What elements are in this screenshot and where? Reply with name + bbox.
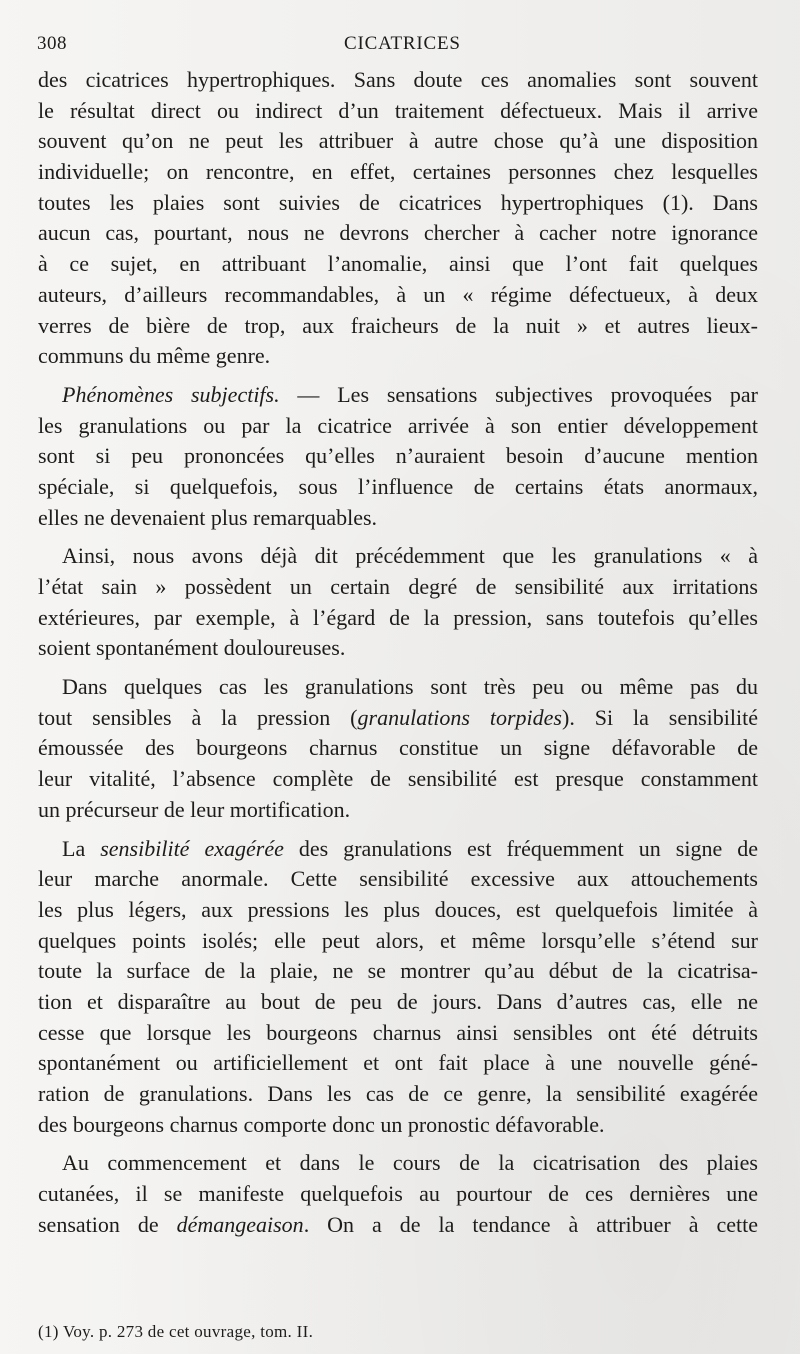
text-line: verres de bière de trop, aux fraicheurs de la nuit » et autres lieux- bbox=[38, 312, 758, 338]
text-line: toutes les plaies sont suivies de cicatrices hypertrophiques (1). Dans bbox=[38, 189, 758, 215]
paragraph bbox=[38, 834, 758, 1141]
text-line: toute la surface de la plaie, ne se montrer qu’au début de la cicatrisa- bbox=[38, 958, 758, 984]
text-line: ration de granulations. Dans les cas de ce genre, la sensibilité exagérée bbox=[38, 1081, 758, 1106]
text-line: cesse que lorsque les bourgeons charnus ainsi sensibles ont été détruits bbox=[38, 1019, 758, 1045]
text-line: spéciale, si quelquefois, sous l’influence de certains états anormaux, bbox=[38, 473, 758, 499]
text-line: souvent qu’on ne peut les attribuer à autre chose qu’à une disposition bbox=[38, 128, 758, 154]
text-line: leur marche anormale. Cette sensibilité excessive aux attouchements bbox=[38, 866, 758, 892]
text-line: auteurs, d’ailleurs recommandables, à un « régime défectueux, à deux bbox=[38, 281, 758, 307]
text-line: La sensibilité exagérée des granulations est fréquemment un signe de bbox=[62, 835, 758, 861]
page-number: 308 bbox=[37, 33, 67, 54]
text-line: le résultat direct ou indirect d’un traitement défectueux. Mais il arrive bbox=[38, 97, 758, 123]
text-line: Phénomènes subjectifs. — Les sensations subjectives provoquées par bbox=[62, 381, 758, 407]
text-line: l’état sain » possèdent un certain degré de sensibilité aux irritations bbox=[38, 574, 758, 599]
text-line: Dans quelques cas les granulations sont très peu ou même pas du bbox=[62, 674, 758, 700]
footnote: (1) Voy. p. 273 de cet ouvrage, tom. II. bbox=[38, 1322, 314, 1341]
text-line: sont si peu prononcées qu’elles n’auraient besoin d’aucune mention bbox=[38, 443, 758, 469]
italic-phrase: démangeaison bbox=[176, 1211, 304, 1237]
paragraph bbox=[38, 380, 758, 533]
body-text bbox=[38, 65, 758, 1240]
text-line: cutanées, il se manifeste quelquefois au pourtour de ces dernières une bbox=[38, 1181, 758, 1207]
text-line: spontanément ou artificiellement et ont fait place à une nouvelle géné- bbox=[38, 1050, 758, 1076]
text-line: soient spontanément douloureuses. bbox=[38, 635, 346, 661]
text-line: Ainsi, nous avons déjà dit précédemment que les granulations « à bbox=[62, 543, 758, 569]
text-line: leur vitalité, l’absence complète de sensibilité est presque constamment bbox=[38, 766, 758, 792]
text-line: émoussée des bourgeons charnus constitue un signe défavorable de bbox=[38, 735, 758, 761]
running-title: CICATRICES bbox=[344, 33, 461, 54]
italic-phrase: sensibilité exagérée bbox=[100, 835, 284, 861]
text-line: des bourgeons charnus comporte donc un pronostic défavorable. bbox=[38, 1111, 605, 1137]
paragraph bbox=[38, 65, 758, 372]
text-line: elles ne devenaient plus remarquables. bbox=[38, 504, 378, 530]
text-line: quelques points isolés; elle peut alors, et même lorsqu’elle s’étend sur bbox=[38, 927, 758, 953]
text-line: un précurseur de leur mortification. bbox=[38, 796, 351, 822]
text-line: extérieures, par exemple, à l’égard de la pression, sans toutefois qu’elles bbox=[38, 604, 758, 630]
text-line: tion et disparaître au bout de peu de jours. Dans d’autres cas, elle ne bbox=[38, 988, 758, 1014]
paragraph bbox=[38, 1148, 758, 1240]
italic-phrase: granulations torpides bbox=[357, 704, 562, 730]
text-line: individuelle; on rencontre, en effet, certaines personnes chez lesquelles bbox=[38, 159, 758, 185]
text-line: à ce sujet, en attribuant l’anomalie, ainsi que l’ont fait quelques bbox=[38, 251, 758, 277]
text-line: sensation de démangeaison. On a de la tendance à attribuer à cette bbox=[38, 1211, 758, 1237]
paragraph bbox=[38, 672, 758, 825]
text-line: aucun cas, pourtant, nous ne devrons chercher à cacher notre ignorance bbox=[38, 220, 758, 246]
paragraph bbox=[38, 541, 758, 664]
page-header bbox=[37, 33, 772, 59]
text-line: communs du même genre. bbox=[38, 343, 271, 369]
text-line: Au commencement et dans le cours de la cicatrisation des plaies bbox=[62, 1150, 758, 1176]
text-line: les plus légers, aux pressions les plus douces, est quelquefois limitée à bbox=[38, 896, 758, 922]
text-line: tout sensibles à la pression (granulations torpides). Si la sensibilité bbox=[38, 704, 758, 730]
italic-phrase: Phénomènes subjectifs. bbox=[62, 381, 280, 407]
text-line: des cicatrices hypertrophiques. Sans doute ces anomalies sont souvent bbox=[38, 67, 758, 92]
text-line: les granulations ou par la cicatrice arrivée à son entier développement bbox=[38, 412, 758, 438]
